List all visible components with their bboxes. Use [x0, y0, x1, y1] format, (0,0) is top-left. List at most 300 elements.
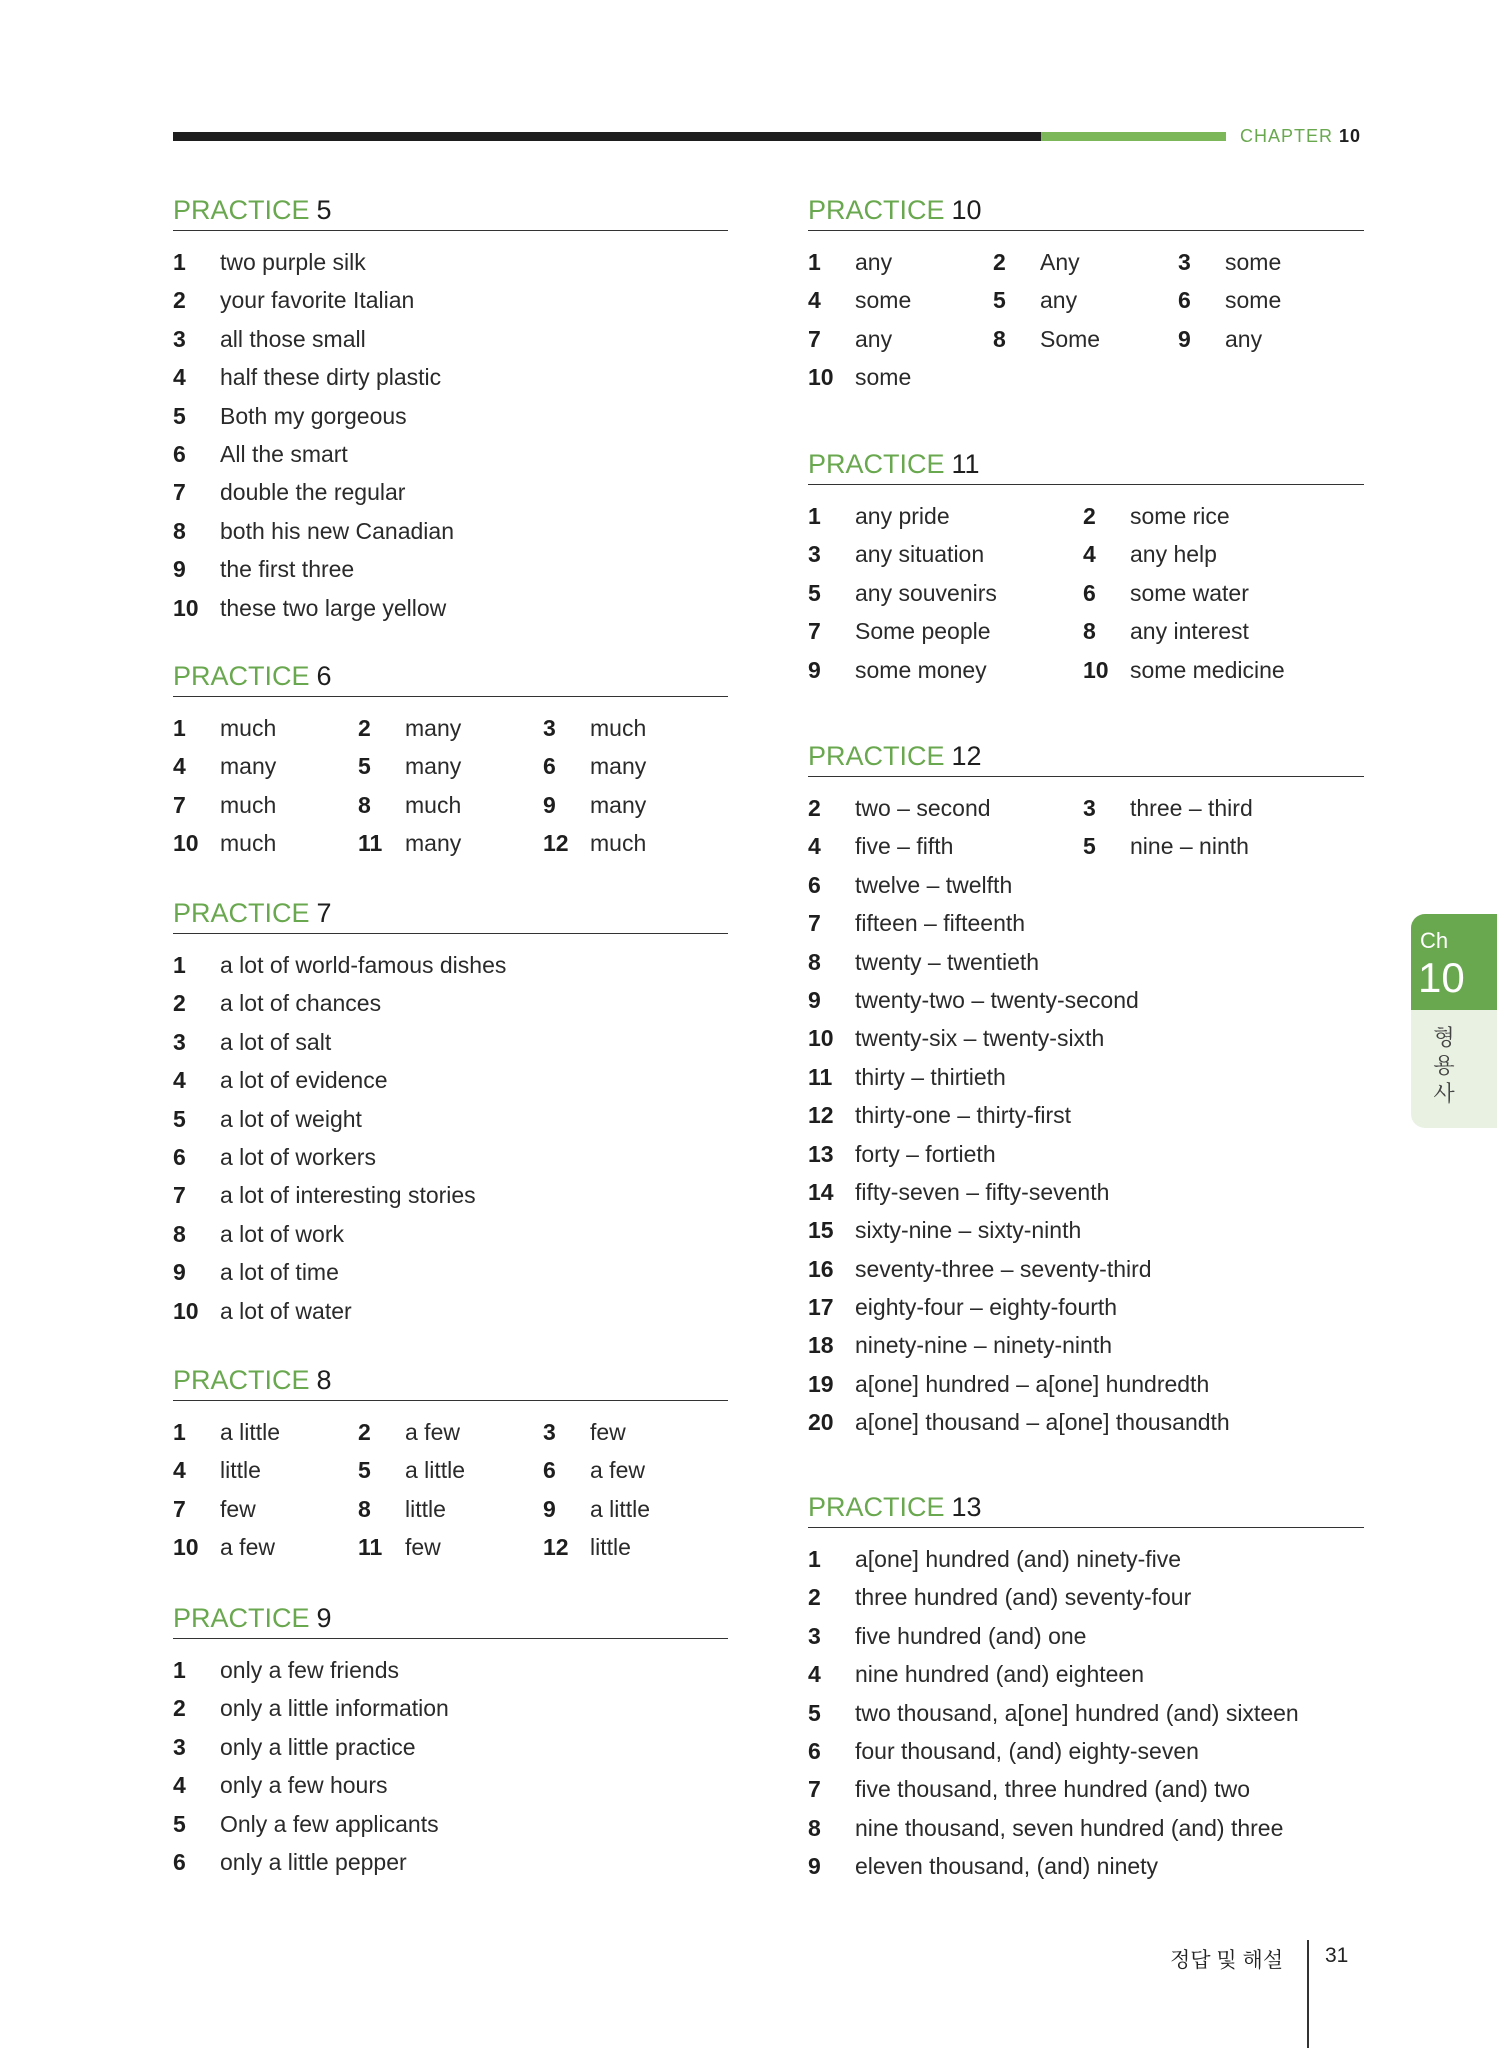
answer-item [358, 786, 543, 824]
answer-grid [173, 709, 728, 863]
practice-number: 9 [316, 1603, 332, 1633]
answer-number: 9 [1178, 325, 1191, 352]
answer-text: only a little practice [220, 1733, 416, 1760]
answer-text: Some people [855, 618, 991, 645]
answer-text: nine hundred (and) eighteen [855, 1661, 1145, 1688]
answer-number: 1 [173, 249, 186, 275]
answer-text: Any [1040, 249, 1080, 275]
answer-text: any help [1130, 541, 1217, 568]
answer-item [808, 1058, 1364, 1096]
practice-word: PRACTICE [808, 195, 945, 225]
answer-number: 12 [543, 830, 569, 857]
answer-text: many [405, 753, 462, 780]
answer-item [808, 904, 1364, 942]
answer-text: a lot of weight [220, 1105, 362, 1132]
answer-list [173, 243, 728, 627]
answer-item [808, 789, 993, 827]
chapter-tab-header [1411, 914, 1497, 1010]
answer-text: Both my gorgeous [220, 402, 407, 429]
answer-item [808, 358, 993, 396]
chapter-tab-char: 사 [1433, 1081, 1455, 1106]
answer-number: 7 [173, 791, 186, 818]
section-rule [808, 484, 1364, 485]
answer-number: 1 [808, 249, 821, 275]
answer-text: double the regular [220, 479, 406, 506]
answer-number: 3 [173, 325, 186, 352]
answer-text: much [590, 715, 647, 741]
answer-number: 6 [808, 1737, 821, 1764]
answer-text: a few [405, 1419, 460, 1445]
answer-text: a few [590, 1457, 645, 1484]
section-rule [173, 696, 728, 697]
answer-text: Some [1040, 325, 1101, 352]
answer-item [173, 397, 728, 435]
answer-number: 4 [808, 287, 821, 314]
answer-item [543, 1451, 728, 1489]
answer-text: fifty-seven – fifty-seventh [855, 1178, 1110, 1205]
answer-text: much [405, 791, 462, 818]
answer-text: twenty-two – twenty-second [855, 986, 1139, 1013]
answer-number: 8 [808, 948, 821, 975]
answer-text: twelve – twelfth [855, 871, 1013, 898]
answer-text: twenty-six – twenty-sixth [855, 1025, 1105, 1052]
answer-number: 6 [543, 753, 556, 780]
answer-item [173, 435, 728, 473]
answer-number: 13 [808, 1140, 834, 1167]
answer-number: 3 [543, 1419, 556, 1445]
practice-number: 7 [316, 898, 332, 928]
answer-number: 5 [173, 1105, 186, 1132]
answer-item [543, 1413, 728, 1451]
answer-item [543, 1528, 728, 1566]
answer-text: all those small [220, 325, 366, 352]
answer-number: 8 [358, 1495, 371, 1522]
answer-text: eighty-four – eighty-fourth [855, 1294, 1118, 1321]
answer-number: 8 [808, 1814, 821, 1841]
answer-number: 6 [543, 1457, 556, 1484]
answer-item [808, 1211, 1364, 1249]
chapter-tab-number: 10 [1418, 954, 1465, 1001]
answer-number: 6 [1178, 287, 1191, 314]
answer-item [1178, 243, 1363, 281]
answer-text: five hundred (and) one [855, 1622, 1087, 1649]
answer-item [1083, 535, 1268, 573]
answer-number: 6 [1083, 579, 1096, 606]
answer-number: 8 [993, 325, 1006, 352]
answer-number: 5 [173, 1810, 186, 1837]
answer-text: twenty – twentieth [855, 948, 1040, 975]
answer-item [808, 1655, 1364, 1693]
practice-5 [173, 190, 728, 627]
answer-list [173, 946, 728, 1330]
section-rule [173, 933, 728, 934]
answer-item [993, 281, 1178, 319]
answer-number: 8 [173, 1220, 186, 1247]
answer-text: fifteen – fifteenth [855, 910, 1026, 937]
answer-text: some money [855, 656, 987, 683]
answer-item [808, 1847, 1364, 1885]
answer-number: 6 [808, 871, 821, 898]
answer-number: 12 [808, 1102, 834, 1129]
chapter-tab-char: 형 [1433, 1025, 1455, 1050]
answer-item [173, 1292, 728, 1330]
answer-number: 4 [808, 1661, 821, 1688]
answer-number: 1 [173, 715, 186, 741]
answer-item [173, 1176, 728, 1214]
answer-grid [808, 497, 1364, 689]
chapter-side-tab [1411, 914, 1497, 1128]
answer-item [808, 535, 993, 573]
answer-item [358, 1528, 543, 1566]
answer-text: five thousand, three hundred (and) two [855, 1776, 1251, 1803]
answer-item [358, 824, 543, 862]
answer-text: eleven thousand, (and) ninety [855, 1853, 1159, 1880]
answer-number: 2 [808, 1584, 821, 1611]
section-rule [808, 1527, 1364, 1528]
answer-item [808, 1135, 1364, 1173]
answer-text: seventy-three – seventy-third [855, 1255, 1152, 1282]
answer-text: few [220, 1495, 256, 1522]
practice-number: 8 [316, 1365, 332, 1395]
answer-text: a[one] hundred – a[one] hundredth [855, 1370, 1210, 1397]
answer-text: sixty-nine – sixty-ninth [855, 1217, 1082, 1244]
answer-number: 15 [808, 1217, 834, 1244]
answer-number: 11 [358, 1534, 383, 1561]
practice-word: PRACTICE [808, 449, 945, 479]
answer-number: 1 [173, 1657, 186, 1683]
answer-text: any situation [855, 541, 985, 568]
answer-number: 5 [993, 287, 1006, 314]
answer-number: 1 [808, 503, 821, 529]
answer-number: 19 [808, 1370, 834, 1397]
answer-text: ninety-nine – ninety-ninth [855, 1332, 1112, 1359]
answer-number: 7 [808, 1776, 821, 1803]
answer-item [173, 824, 358, 862]
answer-text: Only a few applicants [220, 1810, 439, 1837]
answer-number: 7 [173, 1495, 186, 1522]
section-rule [808, 776, 1364, 777]
answer-text: a lot of water [220, 1297, 352, 1324]
answer-number: 9 [543, 791, 556, 818]
answer-number: 11 [808, 1063, 833, 1090]
answer-item [808, 1173, 1364, 1211]
answer-grid [808, 243, 1364, 397]
answer-item [808, 1096, 1364, 1134]
practice-title [173, 893, 728, 933]
practice-10 [808, 190, 1364, 397]
answer-item [173, 946, 728, 984]
answer-item [358, 709, 543, 747]
practice-word: PRACTICE [808, 1492, 945, 1522]
answer-text: these two large yellow [220, 594, 447, 621]
answer-item [808, 1770, 1364, 1808]
answer-item [358, 1490, 543, 1528]
answer-item [808, 1809, 1364, 1847]
answer-item [173, 1215, 728, 1253]
answer-number: 4 [1083, 541, 1096, 568]
answer-text: any pride [855, 503, 950, 529]
answer-item [808, 497, 993, 535]
answer-item [808, 1540, 1364, 1578]
answer-number: 2 [173, 990, 186, 1017]
answer-item [173, 1805, 728, 1843]
answer-item [808, 981, 1364, 1019]
answer-text: some [855, 364, 912, 391]
answer-item [173, 747, 358, 785]
answer-item [173, 473, 728, 511]
answer-number: 10 [1083, 656, 1109, 683]
answer-item [808, 612, 993, 650]
chapter-word: CHAPTER [1240, 126, 1334, 146]
answer-number: 12 [543, 1534, 569, 1561]
practice-title [173, 190, 728, 230]
answer-number: 5 [358, 753, 371, 780]
answer-text: your favorite Italian [220, 287, 415, 314]
answer-text: a few [220, 1534, 275, 1561]
answer-item [808, 320, 993, 358]
answer-item [808, 1732, 1364, 1770]
answer-item [173, 1023, 728, 1061]
answer-text: both his new Canadian [220, 517, 454, 544]
answer-item [173, 1100, 728, 1138]
answer-text: some medicine [1130, 656, 1285, 683]
answer-item [808, 1019, 1364, 1057]
answer-text: a lot of work [220, 1220, 344, 1247]
answer-text: only a few friends [220, 1657, 399, 1683]
answer-number: 10 [808, 1025, 834, 1052]
answer-number: 3 [1083, 795, 1096, 821]
answer-number: 4 [173, 1457, 186, 1484]
practice-word: PRACTICE [173, 1603, 310, 1633]
answer-text: some [1225, 249, 1282, 275]
answer-text: thirty-one – thirty-first [855, 1102, 1071, 1129]
answer-number: 18 [808, 1332, 834, 1359]
answer-number: 5 [358, 1457, 371, 1484]
answer-item [1178, 320, 1363, 358]
page-number: 31 [1325, 1944, 1349, 1967]
answer-item [808, 243, 993, 281]
answer-text: nine thousand, seven hundred (and) three [855, 1814, 1284, 1841]
practice-11 [808, 444, 1364, 689]
answer-item [543, 786, 728, 824]
answer-text: some water [1130, 579, 1249, 606]
answer-number: 7 [173, 479, 186, 506]
answer-text: little [220, 1457, 261, 1484]
answer-text: a[one] hundred (and) ninety-five [855, 1546, 1182, 1572]
practice-title [808, 444, 1364, 484]
answer-number: 17 [808, 1294, 834, 1321]
answer-number: 4 [173, 1772, 186, 1799]
answer-text: a lot of evidence [220, 1067, 388, 1094]
practice-title [808, 1487, 1364, 1527]
answer-item [808, 943, 1364, 981]
answer-text: few [405, 1534, 441, 1561]
footer-divider [1307, 1940, 1309, 2048]
answer-text: much [590, 830, 647, 857]
practice-9 [173, 1598, 728, 1881]
answer-number: 1 [173, 1419, 186, 1445]
answer-number: 4 [173, 753, 186, 780]
answer-item [173, 1728, 728, 1766]
answer-item [173, 1651, 728, 1689]
answer-item [808, 574, 997, 612]
answer-text: much [220, 791, 277, 818]
answer-item [543, 1490, 728, 1528]
answer-item [993, 320, 1178, 358]
practice-number: 10 [951, 195, 982, 225]
answer-item [173, 1253, 728, 1291]
answer-item [173, 1689, 728, 1727]
chapter-number: 10 [1339, 126, 1362, 146]
answer-item [173, 589, 728, 627]
answer-number: 3 [543, 715, 556, 741]
answer-item [173, 550, 728, 588]
practice-word: PRACTICE [173, 898, 310, 928]
practice-8 [173, 1360, 728, 1567]
answer-item [358, 1413, 543, 1451]
answer-number: 10 [173, 830, 199, 857]
practice-number: 11 [951, 449, 980, 479]
answer-item [358, 1451, 543, 1489]
answer-number: 14 [808, 1178, 834, 1205]
practice-7 [173, 893, 728, 1330]
chapter-label [1240, 126, 1361, 147]
answer-number: 4 [173, 1067, 186, 1094]
answer-number: 6 [173, 440, 186, 467]
answer-number: 7 [173, 1182, 186, 1209]
answer-item [173, 1413, 358, 1451]
answer-text: a lot of chances [220, 990, 382, 1017]
answer-number: 9 [173, 1259, 186, 1286]
header-rule-green [1041, 132, 1226, 141]
answer-number: 5 [808, 1699, 821, 1726]
answer-list [808, 1540, 1364, 1886]
chapter-tab-korean [1431, 1024, 1457, 1108]
section-rule [173, 230, 728, 231]
answer-item [808, 827, 993, 865]
practice-number: 12 [951, 741, 982, 771]
answer-number: 1 [808, 1546, 821, 1572]
answer-text: a little [405, 1457, 466, 1484]
answer-number: 3 [173, 1028, 186, 1055]
answer-number: 4 [808, 833, 821, 860]
answer-number: 3 [808, 541, 821, 568]
chapter-tab-char: 용 [1433, 1053, 1455, 1078]
answer-list [808, 866, 1364, 1442]
answer-item [1083, 827, 1268, 865]
answer-text: a lot of world-famous dishes [220, 952, 507, 978]
answer-text: the first three [220, 556, 355, 583]
practice-word: PRACTICE [173, 195, 310, 225]
answer-text: forty – fortieth [855, 1140, 996, 1167]
answer-item [173, 1766, 728, 1804]
answer-item [543, 824, 728, 862]
answer-item [173, 786, 358, 824]
answer-text: any [1225, 325, 1263, 352]
answer-text: half these dirty plastic [220, 364, 442, 391]
answer-item [808, 1578, 1364, 1616]
answer-text: many [405, 715, 462, 741]
answer-number: 8 [358, 791, 371, 818]
answer-text: some [855, 287, 912, 314]
answer-item [173, 1451, 358, 1489]
answer-text: two purple silk [220, 249, 366, 275]
answer-text: a[one] thousand – a[one] thousandth [855, 1409, 1230, 1436]
answer-item [1083, 497, 1268, 535]
answer-item [1083, 789, 1268, 827]
answer-text: much [220, 715, 277, 741]
answer-number: 8 [1083, 618, 1096, 645]
answer-text: two – second [855, 795, 991, 821]
answer-text: few [590, 1419, 626, 1445]
practice-number: 6 [316, 661, 332, 691]
practice-12 [808, 736, 1364, 1442]
answer-number: 7 [808, 325, 821, 352]
answer-text: a lot of time [220, 1259, 339, 1286]
section-rule [173, 1400, 728, 1401]
answer-number: 10 [808, 364, 834, 391]
answer-text: a little [590, 1495, 651, 1522]
answer-item [173, 320, 728, 358]
answer-text: a lot of interesting stories [220, 1182, 476, 1209]
answer-item [173, 709, 358, 747]
answer-number: 5 [808, 579, 821, 606]
answer-number: 16 [808, 1255, 834, 1282]
answer-text: four thousand, (and) eighty-seven [855, 1737, 1199, 1764]
answer-item [808, 1288, 1364, 1326]
answer-text: many [405, 830, 462, 857]
answer-number: 2 [808, 795, 821, 821]
answer-text: three hundred (and) seventy-four [855, 1584, 1192, 1611]
answer-text: some [1225, 287, 1282, 314]
answer-number: 9 [808, 656, 821, 683]
answer-number: 6 [173, 1848, 186, 1875]
answer-text: a little [220, 1419, 281, 1445]
answer-item [173, 358, 728, 396]
answer-grid [808, 789, 1364, 866]
answer-item [173, 512, 728, 550]
answer-number: 2 [173, 1695, 186, 1722]
answer-number: 2 [1083, 503, 1096, 529]
answer-text: three – third [1130, 795, 1253, 821]
answer-text: any [855, 325, 893, 352]
answer-item [808, 1250, 1364, 1288]
answer-number: 5 [1083, 833, 1096, 860]
answer-text: any interest [1130, 618, 1249, 645]
answer-item [358, 747, 543, 785]
answer-text: nine – ninth [1130, 833, 1249, 860]
answer-number: 11 [358, 830, 383, 857]
answer-item [543, 747, 728, 785]
answer-number: 9 [543, 1495, 556, 1522]
answer-text: some rice [1130, 503, 1230, 529]
answer-text: thirty – thirtieth [855, 1063, 1006, 1090]
practice-13 [808, 1487, 1364, 1886]
answer-number: 6 [173, 1143, 186, 1170]
answer-number: 5 [173, 402, 186, 429]
answer-item [173, 281, 728, 319]
answer-number: 7 [808, 618, 821, 645]
answer-number: 4 [173, 364, 186, 391]
answer-text: a lot of salt [220, 1028, 332, 1055]
answer-number: 10 [173, 1297, 199, 1324]
answer-item [173, 243, 728, 281]
practice-title [173, 1360, 728, 1400]
answer-item [808, 1403, 1364, 1441]
answer-text: five – fifth [855, 833, 954, 860]
answer-number: 1 [173, 952, 186, 978]
answer-item [543, 709, 728, 747]
